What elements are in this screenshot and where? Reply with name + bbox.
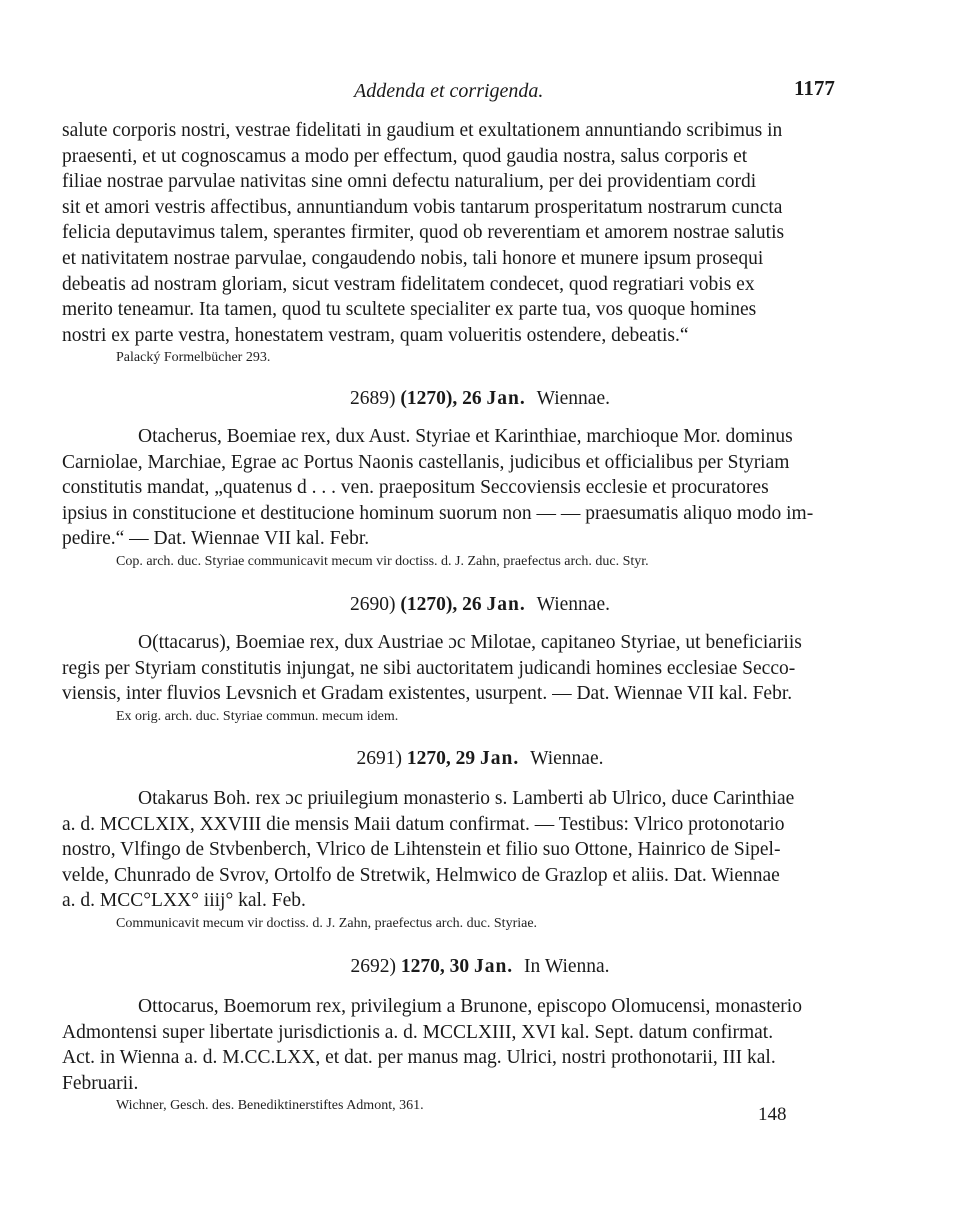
text-line: sit et amori vestris affectibus, annuntiandum vobis tantarum prosperitatum nostrarum cuncta bbox=[62, 196, 783, 218]
entry-place: Wiennae. bbox=[536, 388, 610, 409]
entry-number: 2690) bbox=[350, 594, 396, 615]
text-line: nostri ex parte vestra, honestatem vestram, quam volueritis ostendere, debeatis.“ bbox=[62, 324, 689, 346]
text-line: filiae nostrae parvulae nativitas sine omni defectu naturalium, per dei providentiam cordi bbox=[62, 171, 757, 193]
text-line: et nativitatem nostrae parvulae, congaudendo nobis, tali honore et munere ipsum prosequi bbox=[62, 247, 764, 269]
entry-day: 29 bbox=[455, 748, 476, 769]
entry-day: 26 bbox=[462, 594, 482, 615]
entry-body-2690 bbox=[62, 630, 842, 727]
signature-number: 148 bbox=[758, 1104, 787, 1125]
text-line: Admontensi super libertate jurisdictionis a. d. MCCLXIII, XVI kal. Sept. datum confirmat. bbox=[62, 1021, 774, 1043]
entry-month: Jan. bbox=[473, 956, 514, 977]
text-line: Otacherus, Boemiae rex, dux Aust. Styriae et Karinthiae, marchioque Mor. dominus bbox=[138, 426, 793, 447]
text-line: ipsius in constitucione et destitucione hominum suorum non — — praesumatis aliquo modo im- bbox=[62, 502, 814, 524]
text-line: pedire.“ — Dat. Wiennae VII kal. Febr. bbox=[62, 528, 370, 550]
text-line: Otakarus Boh. rex ɔc priuilegium monasterio s. Lamberti ab Ulrico, duce Carinthiae bbox=[138, 788, 795, 809]
entry-year: (1270), bbox=[400, 388, 458, 409]
text-line: viensis, inter fluvios Levsnich et Gradam existentes, usurpent. — Dat. Wiennae VII kal. Febr. bbox=[62, 683, 793, 705]
entry-month: Jan. bbox=[480, 748, 520, 769]
text-line: felicia deputavimus talem, sperantes firmiter, quod ob reverentiam et amorem nostrae salutis bbox=[62, 222, 785, 244]
text-line: Ottocarus, Boemorum rex, privilegium a Brunone, episcopo Olomucensi, monasterio bbox=[138, 996, 802, 1017]
text-line: constitutis mandat, „quatenus d . . . ven. praepositum Seccoviensis ecclesie et procuratores bbox=[62, 477, 769, 499]
entry-day: 30 bbox=[449, 956, 470, 977]
text-line: a. d. MCC°LXX° iiij° kal. Feb. bbox=[62, 890, 306, 912]
text-line: Act. in Wienna a. d. M.CC.LXX, et dat. per manus mag. Ulrici, nostri prothonotarii, III kal. bbox=[62, 1047, 776, 1069]
entry-number: 2692) bbox=[350, 956, 396, 977]
entry-year: (1270), bbox=[400, 594, 458, 615]
source-note: Wichner, Gesch. des. Benediktinerstiftes Admont, 361. bbox=[116, 1098, 424, 1114]
entry-body-2691 bbox=[62, 786, 842, 934]
entry-heading-2692 bbox=[0, 956, 960, 978]
entry-place: Wiennae. bbox=[530, 748, 604, 769]
text-line: velde, Chunrado de Svrov, Ortolfo de Stretwik, Helmwico de Grazlop et aliis. Dat. Wiennae bbox=[62, 864, 780, 886]
entry-day: 26 bbox=[462, 388, 482, 409]
entry-heading-2689 bbox=[0, 388, 960, 410]
page-number: 1177 bbox=[794, 76, 835, 100]
intro-paragraph bbox=[62, 118, 842, 368]
entry-number: 2691) bbox=[356, 748, 402, 769]
text-line: nostro, Vlfingo de Stvbenberch, Vlrico de Lihtenstein et filio suo Ottone, Hainrico de Sipel- bbox=[62, 839, 781, 861]
text-line: merito teneamur. Ita tamen, quod tu scultete specialiter ex parte tua, vos quoque homines bbox=[62, 299, 757, 321]
entry-body-2692 bbox=[62, 994, 842, 1116]
source-note: Communicavit mecum vir doctiss. d. J. Zahn, praefectus arch. duc. Styriae. bbox=[116, 915, 538, 931]
text-line: Carniolae, Marchiae, Egrae ac Portus Naonis castellanis, judicibus et officialibus per Styriam bbox=[62, 451, 790, 473]
text-line: regis per Styriam constitutis injungat, ne sibi auctoritatem judicandi homines ecclesiae Secco- bbox=[62, 657, 796, 679]
source-note: Palacký Formelbücher 293. bbox=[116, 350, 271, 366]
text-line: debeatis ad nostram gloriam, sicut vestram fidelitatem condecet, quod regratiari vobis ex bbox=[62, 273, 755, 295]
entry-body-2689 bbox=[62, 424, 842, 572]
entry-number: 2689) bbox=[350, 388, 396, 409]
entry-year: 1270, bbox=[400, 956, 445, 977]
entry-month: Jan. bbox=[486, 388, 526, 409]
entry-place: In Wienna. bbox=[524, 956, 610, 977]
text-line: salute corporis nostri, vestrae fidelitati in gaudium et exultationem annuntiando scribimus in bbox=[62, 120, 783, 141]
entry-month: Jan. bbox=[486, 594, 526, 615]
source-note: Cop. arch. duc. Styriae communicavit mecum vir doctiss. d. J. Zahn, praefectus arch. duc. Styr. bbox=[116, 553, 649, 569]
text-line: a. d. MCCLXIX, XXVIII die mensis Maii datum confirmat. — Testibus: Vlrico protonotario bbox=[62, 813, 785, 835]
entry-year: 1270, bbox=[406, 748, 451, 769]
entry-heading-2690 bbox=[0, 594, 960, 616]
entry-heading-2691 bbox=[0, 748, 960, 770]
text-line: praesenti, et ut cognoscamus a modo per effectum, quod gaudia nostra, salus corporis et bbox=[62, 145, 748, 167]
text-line: Februarii. bbox=[62, 1072, 139, 1094]
running-header-title: Addenda et corrigenda. bbox=[354, 80, 544, 102]
source-note: Ex orig. arch. duc. Styriae commun. mecum idem. bbox=[116, 708, 399, 724]
entry-place: Wiennae. bbox=[536, 594, 610, 615]
text-line: O(ttacarus), Boemiae rex, dux Austriae ɔc Milotae, capitaneo Styriae, ut beneficiariis bbox=[138, 632, 802, 653]
